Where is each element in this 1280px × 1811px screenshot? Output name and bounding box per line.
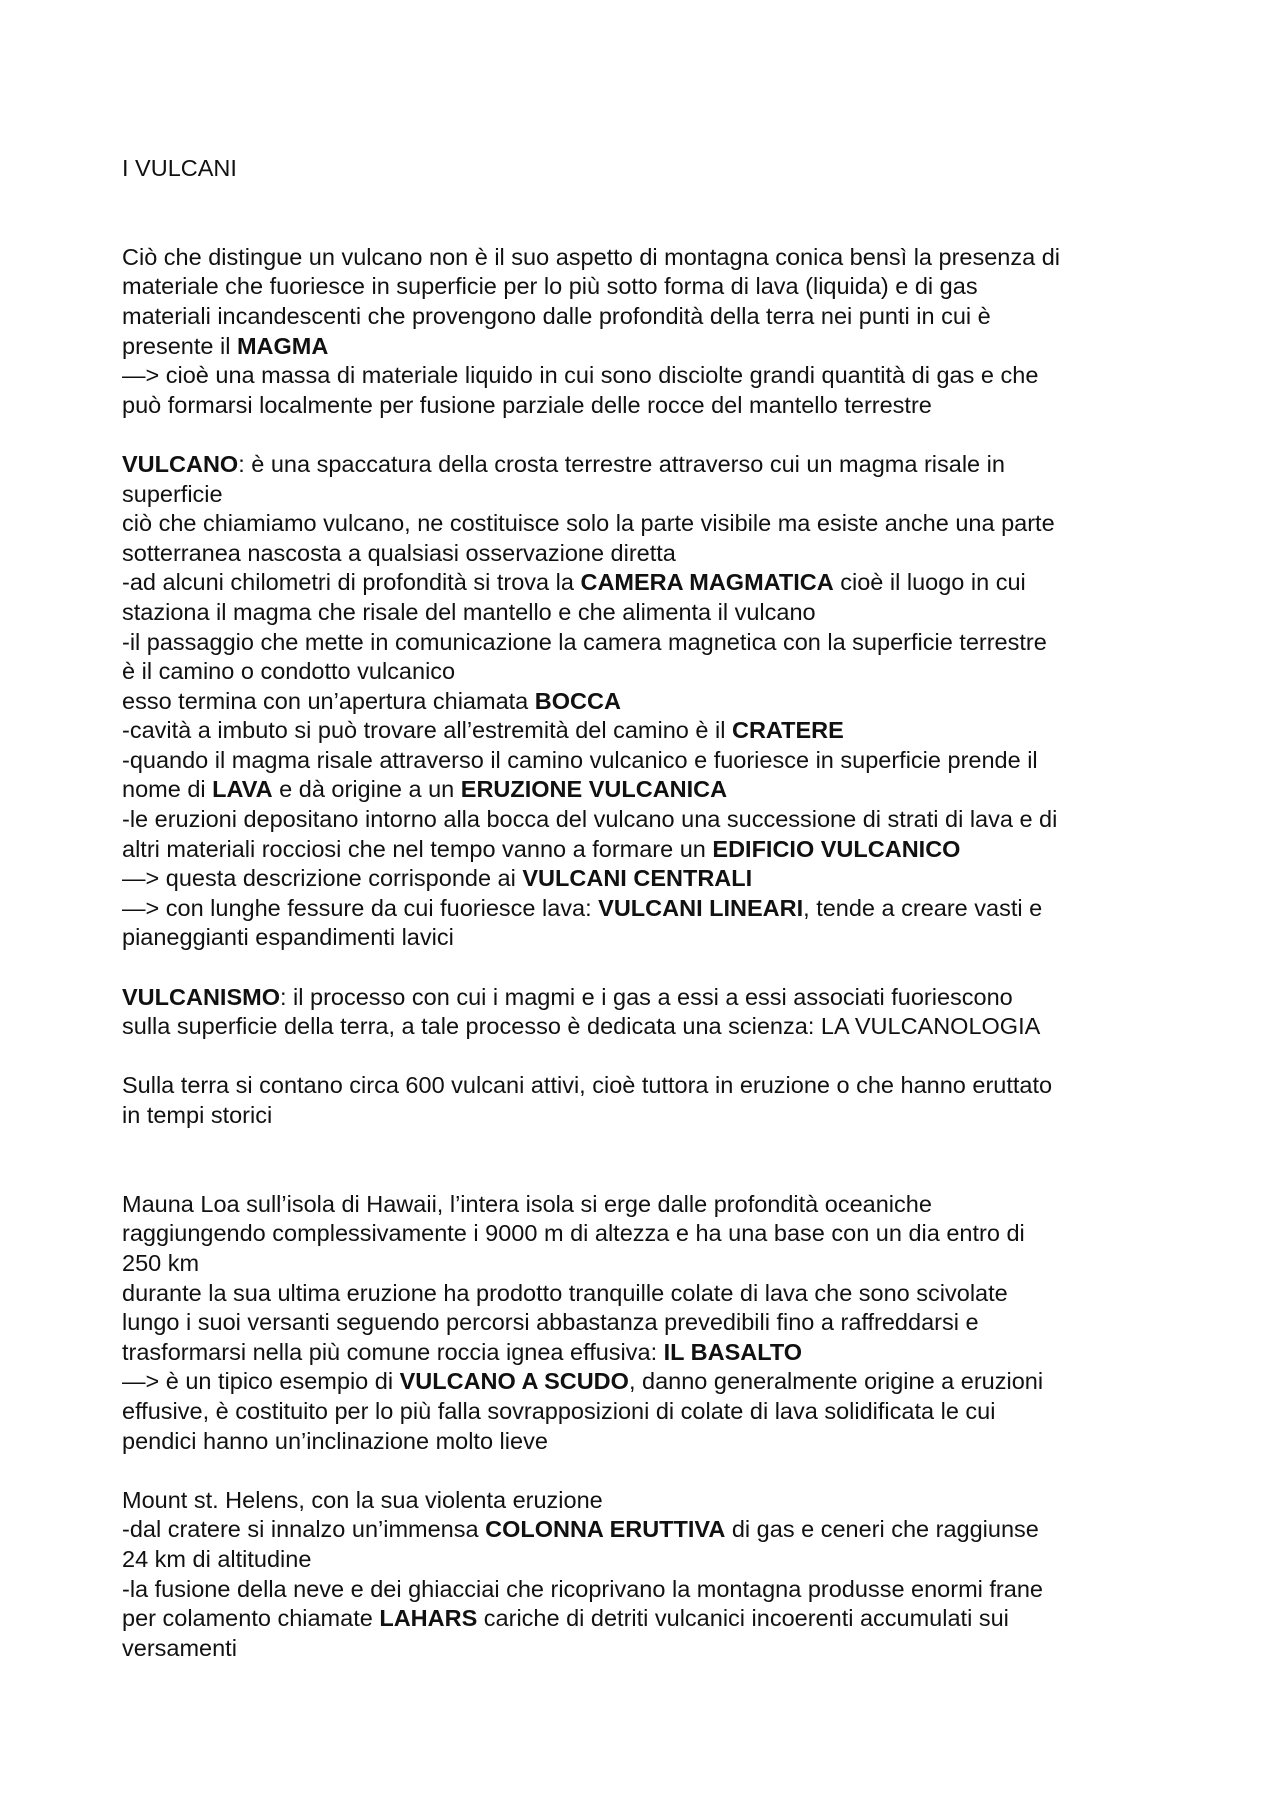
text-run: nome di (122, 776, 213, 803)
text-run: versamenti (122, 1634, 237, 1661)
text-run: sulla superficie della terra, a tale processo è dedicata una scienza: LA VULCANOLOGIA (122, 1013, 1041, 1040)
text-line (122, 1515, 1202, 1545)
paragraph (122, 243, 1202, 421)
bold-term: LAHARS (379, 1605, 478, 1632)
text-run: , danno generalmente origine a eruzioni (628, 1368, 1044, 1395)
text-line (122, 1397, 1202, 1427)
text-line (122, 1190, 1202, 1220)
text-run: esso termina con un’apertura chiamata (122, 687, 535, 714)
text-line (122, 1367, 1202, 1397)
text-run: durante la sua ultima eruzione ha prodotto tranquille colate di lava che sono scivolate (122, 1279, 1008, 1306)
text-run: Mauna Loa sull’isola di Hawaii, l’intera isola si erge dalle profondità oceaniche (122, 1190, 932, 1217)
bold-term: COLONNA ERUTTIVA (485, 1516, 726, 1543)
text-line (122, 835, 1202, 865)
text-line (122, 272, 1202, 302)
text-run: raggiungendo complessivamente i 9000 m di altezza e ha una base con un dia entro di (122, 1220, 1025, 1247)
text-run: —> con lunghe fessure da cui fuoriesce lava: (122, 894, 599, 921)
bold-term: VULCANO (122, 450, 239, 477)
text-run: in tempi storici (122, 1102, 273, 1128)
text-run: effusive, è costituito per lo più falla sovrapposizioni di colate di lava solidificata le cui (122, 1397, 996, 1424)
text-run: può formarsi localmente per fusione parziale delle rocce del mantello terrestre (122, 391, 932, 418)
text-line (122, 391, 1202, 421)
text-run: cioè il luogo in cui (833, 569, 1026, 596)
text-line (122, 687, 1202, 717)
bold-term: IL BASALTO (663, 1338, 803, 1365)
text-line (122, 716, 1202, 746)
text-line (122, 1427, 1202, 1457)
text-run: pianeggianti espandimenti lavici (122, 924, 454, 951)
bold-term: VULCANO A SCUDO (399, 1368, 629, 1395)
text-run: altri materiali rocciosi che nel tempo vanno a formare un (122, 835, 713, 862)
text-run: per colamento chiamate (122, 1605, 380, 1632)
text-line (122, 1012, 1202, 1042)
text-run: 24 km di altitudine (122, 1545, 312, 1572)
text-line (122, 864, 1202, 894)
text-run: trasformarsi nella più comune roccia ignea effusiva: (122, 1338, 664, 1365)
text-run: Ciò che distingue un vulcano non è il suo aspetto di montagna conica bensì la presenza di (122, 243, 1061, 270)
text-line (122, 1575, 1202, 1605)
text-run: e dà origine a un (272, 776, 461, 803)
bold-term: CRATERE (731, 717, 844, 744)
bold-term: VULCANI CENTRALI (522, 865, 753, 892)
text-line (122, 983, 1202, 1013)
bold-term: EDIFICIO VULCANICO (712, 835, 961, 862)
text-line (122, 1545, 1202, 1575)
blank-line (122, 1160, 1202, 1190)
text-line (122, 450, 1202, 480)
text-run: -le eruzioni depositano intorno alla bocca del vulcano una successione di strati di lava e di (122, 806, 1058, 833)
text-run: lungo i suoi versanti seguendo percorsi abbastanza prevedibili fino a raffreddarsi e (122, 1309, 979, 1336)
bold-term: BOCCA (534, 687, 621, 714)
text-run: : il processo con cui i magmi e i gas a essi a essi associati fuoriescono (279, 983, 1013, 1010)
text-run: pendici hanno un’inclinazione molto lieve (122, 1427, 548, 1454)
bold-term: VULCANISMO (122, 983, 280, 1010)
text-run: -cavità a imbuto si può trovare all’estremità del camino è il (122, 717, 732, 744)
paragraph-list (122, 243, 1202, 1664)
text-line (122, 628, 1202, 658)
paragraph (122, 983, 1202, 1042)
text-run: : è una spaccatura della crosta terrestre attraverso cui un magma risale in (238, 450, 1005, 477)
text-run: -ad alcuni chilometri di profondità si trova la (122, 569, 581, 596)
text-line (122, 1071, 1202, 1101)
text-line (122, 894, 1202, 924)
paragraph (122, 450, 1202, 953)
text-run: materiali incandescenti che provengono dalle profondità della terra nei punti in cui è (122, 302, 991, 329)
text-run: 250 km (122, 1249, 200, 1276)
text-run: cariche di detriti vulcanici incoerenti accumulati sui (477, 1605, 1009, 1632)
text-line (122, 480, 1202, 510)
text-run: di gas e ceneri che raggiunse (725, 1516, 1039, 1543)
text-run: è il camino o condotto vulcanico (122, 658, 456, 685)
text-line (122, 598, 1202, 628)
text-line (122, 1634, 1202, 1664)
text-run: sotterranea nascosta a qualsiasi osservazione diretta (122, 539, 676, 566)
bold-term: CAMERA MAGMATICA (580, 569, 834, 596)
text-run: —> è un tipico esempio di (122, 1368, 400, 1395)
text-run: presente il (122, 332, 237, 359)
text-run: materiale che fuoriesce in superficie per lo più sotto forma di lava (liquida) e di gas (122, 273, 978, 300)
text-run: -dal cratere si innalzo un’immensa (122, 1516, 486, 1543)
text-run: -il passaggio che mette in comunicazione la camera magnetica con la superficie terrestre (122, 628, 1047, 655)
document-title: I VULCANI (122, 155, 237, 181)
bold-term: LAVA (212, 776, 273, 803)
text-line (122, 1604, 1202, 1634)
bold-term: MAGMA (236, 332, 329, 359)
paragraph (122, 1071, 1202, 1130)
text-line (122, 539, 1202, 569)
text-line (122, 1308, 1202, 1338)
text-line (122, 1101, 1202, 1131)
text-run: , tende a creare vasti e (803, 894, 1043, 921)
text-line (122, 746, 1202, 776)
text-run: -la fusione della neve e dei ghiacciai che ricoprivano la montagna produsse enormi frane (122, 1575, 1043, 1602)
text-line (122, 775, 1202, 805)
text-line (122, 805, 1202, 835)
text-line (122, 1338, 1202, 1368)
paragraph (122, 1486, 1202, 1664)
text-run: —> cioè una massa di materiale liquido in cui sono disciolte grandi quantità di gas e che (122, 362, 1039, 389)
text-line (122, 509, 1202, 539)
text-run: superficie (122, 480, 223, 507)
text-run: ciò che chiamiamo vulcano, ne costituisce solo la parte visibile ma esiste anche una parte (122, 510, 1055, 537)
document-body (122, 154, 1202, 1693)
text-run: -quando il magma risale attraverso il camino vulcanico e fuoriesce in superficie prende il (122, 746, 1038, 773)
bold-term: VULCANI LINEARI (598, 894, 804, 921)
text-line (122, 923, 1202, 953)
text-line (122, 243, 1202, 273)
text-line (122, 1249, 1202, 1279)
bold-term: ERUZIONE VULCANICA (460, 776, 728, 803)
text-run: Sulla terra si contano circa 600 vulcani attivi, cioè tuttora in eruzione o che hanno eruttato (122, 1072, 1053, 1099)
text-line (122, 568, 1202, 598)
text-line (122, 657, 1202, 687)
text-line (122, 361, 1202, 391)
text-line (122, 302, 1202, 332)
text-line (122, 332, 1202, 362)
text-run: staziona il magma che risale del mantello e che alimenta il vulcano (122, 598, 816, 625)
text-line (122, 1486, 1202, 1516)
text-line (122, 1279, 1202, 1309)
text-run: Mount st. Helens, con la sua violenta eruzione (122, 1486, 603, 1513)
text-line (122, 1219, 1202, 1249)
paragraph (122, 1190, 1202, 1456)
text-run: —> questa descrizione corrisponde ai (122, 865, 523, 892)
